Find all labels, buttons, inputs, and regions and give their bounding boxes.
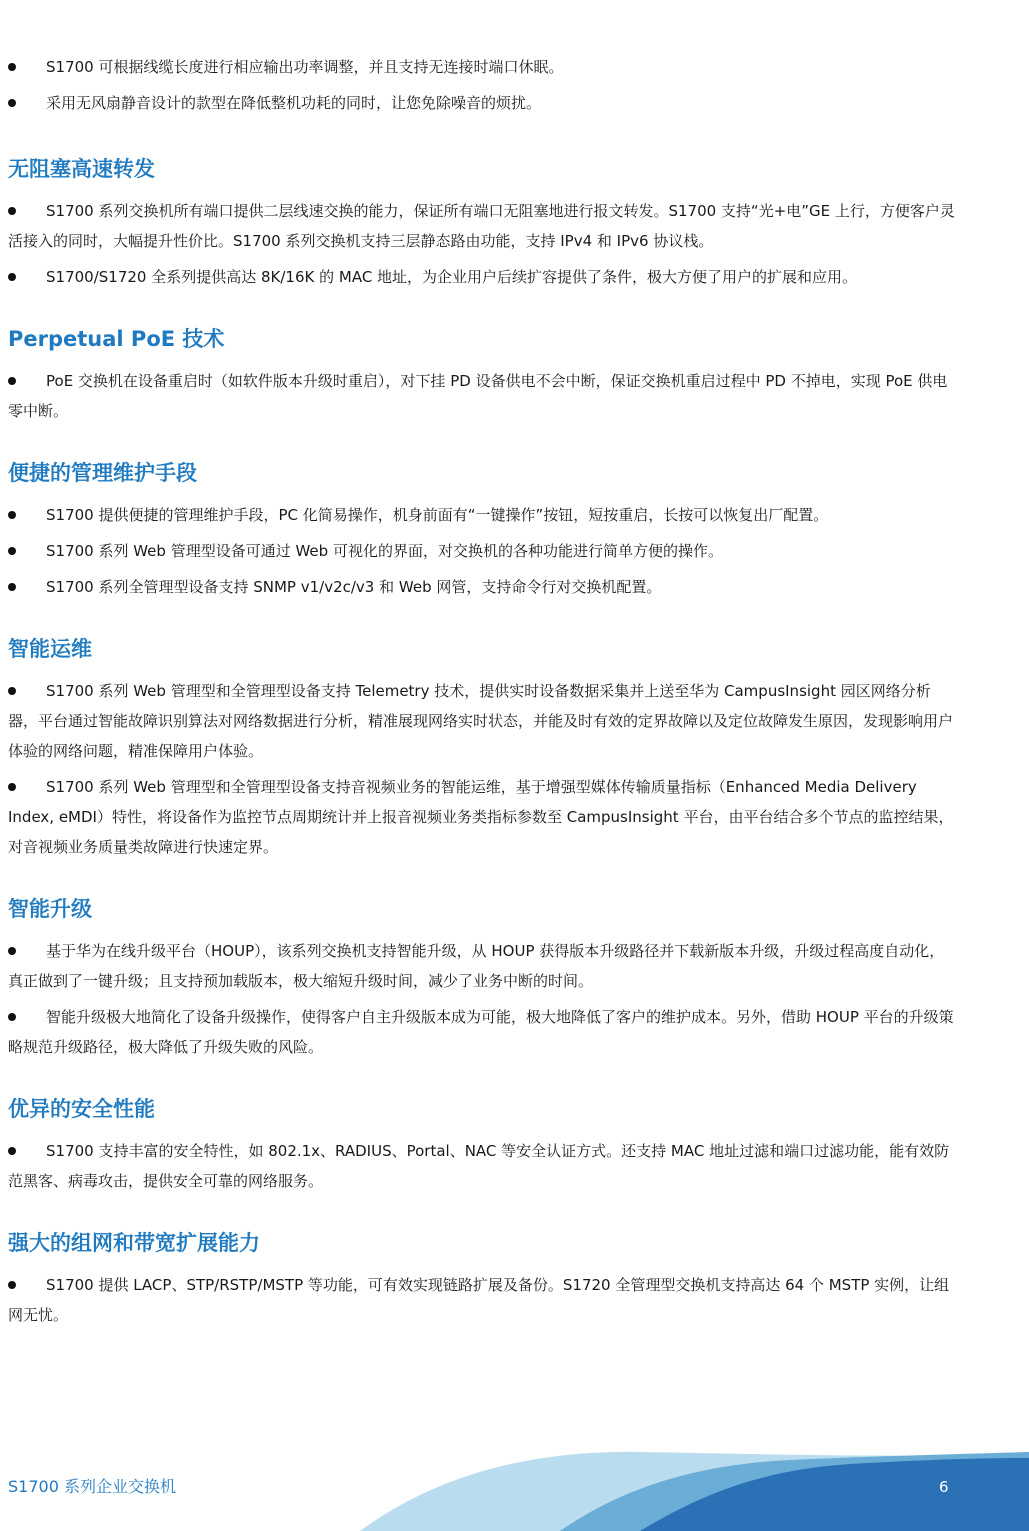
bullet-text: S1700 系列 Web 管理型和全管理型设备支持 Telemetry 技术，提供实时设备数据采集并上送至华为 CampusInsight 园区网络分析器，平台通过智能故障识别算法对网络数据进行分析，精准展现网络实时状态，并能及时有效的定界故障以及定位故障发生原因，发现影响用户体验的网络问题，精准保障用户体验。: [8, 682, 954, 760]
bullet-dot-icon: [8, 63, 16, 71]
bullet-text: PoE 交换机在设备重启时（如软件版本升级时重启），对下挂 PD 设备供电不会中断，保证交换机重启过程中 PD 不掉电，实现 PoE 供电零中断。: [8, 372, 948, 420]
bullet-text: S1700 系列交换机所有端口提供二层线速交换的能力，保证所有端口无阻塞地进行报文转发。S1700 支持“光+电”GE 上行，方便客户灵活接入的同时，大幅提升性价比。S1700 系列交换机支持三层静态路由功能，支持 IPv4 和 IPv6 协议栈。: [8, 202, 955, 250]
bullet-item: [8, 500, 958, 530]
bullet-text: 基于华为在线升级平台（HOUP），该系列交换机支持智能升级，从 HOUP 获得版本升级路径并下载新版本升级，升级过程高度自动化，真正做到了一键升级；且支持预加载版本，极大缩短升级时间，减少了业务中断的时间。: [8, 942, 945, 990]
bullet-item: [8, 1002, 958, 1062]
bullet-text: S1700 提供便捷的管理维护手段，PC 化简易操作，机身前面有“一键操作”按钮，短按重启，长按可以恢复出厂配置。: [46, 506, 829, 524]
bullet-dot-icon: [8, 947, 16, 955]
section-heading: 强大的组网和带宽扩展能力: [8, 1231, 260, 1255]
bullet-item: [8, 52, 958, 82]
document-body: [8, 52, 958, 1364]
feature-section: [8, 326, 958, 426]
bullet-item: [8, 1136, 958, 1196]
bullet-text: S1700 系列全管理型设备支持 SNMP v1/v2c/v3 和 Web 网管，支持命令行对交换机配置。: [46, 578, 662, 596]
bullet-text: S1700 系列 Web 管理型和全管理型设备支持音视频业务的智能运维，基于增强型媒体传输质量指标（Enhanced Media Delivery Index, eMDI）特性，将设备作为监控节点周期统计并上报音视频业务类指标参数至 CampusInsight 平台，由平台结合多个节点的监控结果，对音视频业务质量类故障进行快速定界。: [8, 778, 954, 856]
bullet-dot-icon: [8, 687, 16, 695]
section-heading: 智能运维: [8, 637, 92, 661]
bullet-item: [8, 572, 958, 602]
feature-section: [8, 636, 958, 862]
page-number: 6: [939, 1478, 949, 1496]
section-heading: 智能升级: [8, 897, 92, 921]
bullet-item: [8, 936, 958, 996]
bullet-item: [8, 536, 958, 566]
bullet-dot-icon: [8, 273, 16, 281]
section-heading: Perpetual PoE 技术: [8, 327, 225, 351]
bullet-dot-icon: [8, 511, 16, 519]
bullet-dot-icon: [8, 783, 16, 791]
bullet-text: S1700 提供 LACP、STP/RSTP/MSTP 等功能，可有效实现链路扩展及备份。S1720 全管理型交换机支持高达 64 个 MSTP 实例，让组网无忧。: [8, 1276, 950, 1324]
bullet-dot-icon: [8, 1147, 16, 1155]
bullet-item: [8, 366, 958, 426]
feature-section: [8, 1096, 958, 1196]
bullet-item: [8, 772, 958, 862]
section-heading: 优异的安全性能: [8, 1097, 155, 1121]
bullet-dot-icon: [8, 99, 16, 107]
bullet-text: S1700 可根据线缆长度进行相应输出功率调整，并且支持无连接时端口休眠。: [46, 58, 564, 76]
bullet-text: S1700/S1720 全系列提供高达 8K/16K 的 MAC 地址，为企业用户后续扩容提供了条件，极大方便了用户的扩展和应用。: [46, 268, 858, 286]
bullet-item: [8, 262, 958, 292]
bullet-item: [8, 88, 958, 118]
bullet-text: S1700 系列 Web 管理型设备可通过 Web 可视化的界面，对交换机的各种功能进行简单方便的操作。: [46, 542, 723, 560]
bullet-text: 采用无风扇静音设计的款型在降低整机功耗的同时，让您免除噪音的烦扰。: [46, 94, 542, 112]
bullet-dot-icon: [8, 377, 16, 385]
feature-section: [8, 896, 958, 1062]
bullet-item: [8, 1270, 958, 1330]
section-heading: 便捷的管理维护手段: [8, 461, 197, 485]
bullet-dot-icon: [8, 547, 16, 555]
bullet-text: S1700 支持丰富的安全特性，如 802.1x、RADIUS、Portal、NAC 等安全认证方式。还支持 MAC 地址过滤和端口过滤功能，能有效防范黑客、病毒攻击，提供安全可靠的网络服务。: [8, 1142, 950, 1190]
bullet-dot-icon: [8, 1013, 16, 1021]
bullet-dot-icon: [8, 1281, 16, 1289]
bullet-item: [8, 196, 958, 256]
footer-document-title: S1700 系列企业交换机: [8, 1477, 176, 1496]
bullet-text: 智能升级极大地简化了设备升级操作，使得客户自主升级版本成为可能，极大地降低了客户的维护成本。另外，借助 HOUP 平台的升级策略规范升级路径，极大降低了升级失败的风险。: [8, 1008, 954, 1056]
section-heading: 无阻塞高速转发: [8, 157, 155, 181]
intro-list: [8, 52, 958, 118]
bullet-item: [8, 676, 958, 766]
feature-section: [8, 1230, 958, 1330]
bullet-dot-icon: [8, 207, 16, 215]
bullet-dot-icon: [8, 583, 16, 591]
feature-section: [8, 156, 958, 292]
feature-section: [8, 460, 958, 602]
